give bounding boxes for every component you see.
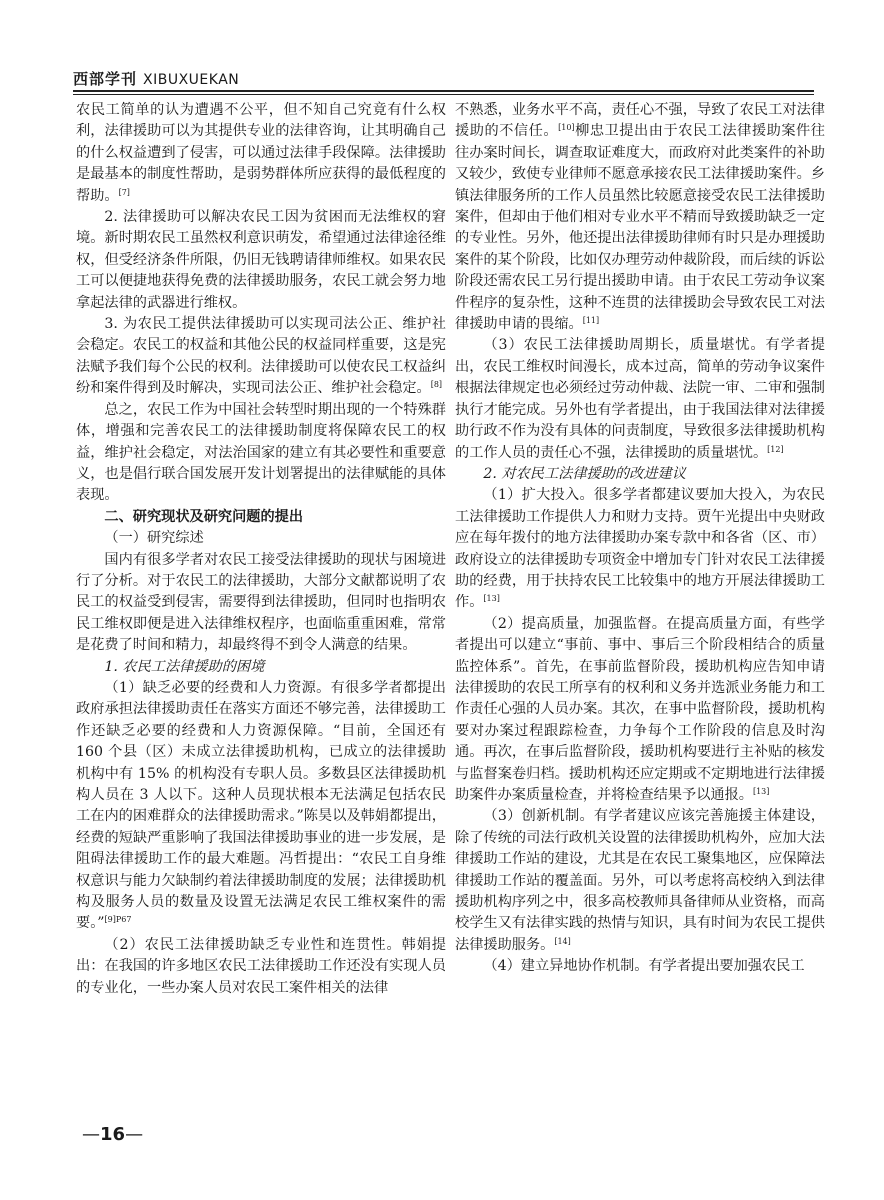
paragraph-text: （3）创新机制。有学者建议应该完善施援主体建设，除了传统的司法行政机关设置的法律援助机构外，应加大法律援助工作站的建设，尤其是在农民工聚集地区，应保障法律援助工作站的覆盖面。另外，可以考虑将高校纳入到法律援助机构序列之中，很多高校教师具备律师从业资格，而高校学生又有法律实践的热情与知识，具有时间为农民工提供法律援助服务。 [455,808,825,953]
body-paragraph [455,335,825,463]
running-header [73,64,814,92]
section-heading [455,464,825,485]
body-paragraph [455,100,825,335]
paragraph-text: 总之，农民工作为中国社会转型时期出现的一个特殊群体，增强和完善农民工的法律援助制度将保障农民工的权益，维护社会稳定，对法治国家的建立有其必要性和重要意义，也是倡行联合国发展开发计划署提出的法律赋能的具体表现。 [76,401,446,504]
citation-ref: [13] [752,787,770,796]
paragraph-text-cont: 柳忠卫提出由于农民工法律援助案件往往办案时间长，调查取证难度大，而政府对此类案件的补助又较少，致使专业律师不愿意承接农民工法律援助案件。乡镇法律服务所的工作人员虽然比较愿意接受农民工法律援助案件，但却由于他们相对专业水平不精而导致援助缺乏一定的专业性。另外，他还提出法律援助律师有时只是办理援助案件的某个阶段，比如仅办理劳动仲裁阶段，而后续的诉讼阶段还需农民工另行提出援助申请。由于农民工劳动争议案件程序的复杂性，这种不连贯的法律援助会导致农民工对法律援助申请的畏缩。 [455,123,825,333]
body-paragraph [76,935,446,999]
section-heading [76,657,446,678]
body-paragraph [76,207,446,314]
page-footer [82,1124,143,1145]
footer-dash-right: — [125,1124,144,1145]
paragraph-text: 1. 农民工法律援助的困境 [104,658,265,675]
paragraph-text: （一）研究综述 [104,530,204,547]
header-rule-thick [73,90,814,92]
paragraph-text: 2. 对农民工法律援助的改进建议 [483,465,686,482]
body-paragraph [76,314,446,400]
header-rule-thin [73,94,814,95]
body-paragraph [76,400,446,507]
citation-ref: [8] [430,380,443,390]
right-column [455,100,825,978]
paragraph-text: （3）农民工法律援助周期长，质量堪忧。有学者提出，农民工维权时间漫长，成本过高，简单的劳动争议案件根据法律规定也必须经过劳动仲裁、法院一审、二审和强制执行才能完成。另外也有学者提出，由于我国法律对法律援助行政不作为没有具体的问责制度，导致很多法律援助机构的工作人员的责任心不强，法律援助的质量堪忧。 [455,337,825,461]
citation-ref: [11] [582,316,600,326]
citation-ref: [13] [483,594,500,604]
body-paragraph [455,806,825,956]
paragraph-text: （2）农民工法律援助缺乏专业性和连贯性。韩娟提出：在我国的许多地区农民工法律援助工作还没有实现人员的专业化，一些办案人员对农民工案件相关的法律 [76,936,446,996]
page-number: 16 [100,1124,126,1145]
journal-title-cn: 西部学刊 [73,70,138,88]
paragraph-text: （4）建立异地协作机制。有学者提出要加强农民工 [483,958,805,975]
paragraph-text: 国内有很多学者对农民工接受法律援助的现状与困境进行了分析。对于农民工的法律援助，大部分文献都说明了农民工的权益受到侵害，需要得到法律援助，但同时也指明农民工维权即便是进入法律维权程序，也面临重重困难，常常是花费了时间和精力，却最终得不到令人满意的结果。 [76,551,446,654]
citation-ref: [12] [767,444,784,454]
citation-ref: [7] [118,187,130,197]
section-heading [76,507,446,528]
body-paragraph [76,100,446,207]
left-column [76,100,446,999]
body-paragraph [76,550,446,657]
section-heading [76,528,446,549]
citation-ref: [14] [554,936,571,946]
journal-title-latin: XIBUXUEKAN [143,72,240,88]
body-paragraph [76,678,446,935]
body-paragraph [455,614,825,807]
paragraph-text: 不熟悉，业务水平不高，责任心不强，导致了农民工对法律援助的不信任。 [455,102,825,140]
paragraph-text: 农民工简单的认为遭遇不公平，但不知自己究竟有什么权利，法律援助可以为其提供专业的法律咨询，让其明确自己的什么权益遭到了侵害，可以通过法律手段保障。法律援助是最基本的制度性帮助，是弱势群体所应获得的最低程度的帮助。 [76,102,446,204]
paragraph-text: 二、研究现状及研究问题的提出 [104,508,304,525]
footer-dash-left: — [82,1124,100,1145]
citation-ref: [10] [558,123,575,133]
paragraph-text: 2. 法律援助可以解决农民工因为贫困而无法维权的窘境。新时期农民工虽然权利意识萌发，希望通过法律途径维权，但受经济条件所限，仍旧无钱聘请律师维权。如果农民工可以便捷地获得免费的法律援助服务，农民工就会努力地拿起法律的武器进行维权。 [76,209,446,311]
paragraph-text: （1）缺乏必要的经费和人力资源。有很多学者都提出政府承担法律援助责任在落实方面还不够完善，法律援助工作还缺乏必要的经费和人力资源保障。“目前，全国还有 160 个县（区）未成立法律援助机构，已成立的法律援助机构中有 15% 的机构没有专职人员。多数县区法律援助机构人员在 3 人以下。这种人员现状根本无法满足包括农民工在内的困难群众的法律援助需求。”陈昊以及韩娟都提出，经费的短缺严重影响了我国法律援助事业的进一步发展，是阻碍法律援助工作的最大难题。冯哲提出：“农民工自身维权意识与能力欠缺制约着法律援助制度的发展；法律援助机构及服务人员的数量及设置无法满足农民工维权案件的需要。” [76,679,446,932]
journal-title [73,68,239,89]
paragraph-text: （2）提高质量，加强监督。在提高质量方面，有些学者提出可以建立“事前、事中、事后三个阶段相结合的质量监控体系”。首先，在事前监督阶段，援助机构应告知申请法律援助的农民工所享有的权利和义务并选派业务能力和工作责任心强的人员办案。其次，在事中监督阶段，援助机构要对办案过程跟踪检查，力争每个工作阶段的信息及时沟通。再次，在事后监督阶段，援助机构要进行主补贴的核发与监督案卷归档。援助机构还应定期或不定期地进行法律援助案件办案质量检查，并将检查结果予以通报。 [455,615,825,803]
paragraph-text: 3. 为农民工提供法律援助可以实现司法公正、维护社会稳定。农民工的权益和其他公民的权益同样重要，这是宪法赋予我们每个公民的权利。法律援助可以使农民工权益纠纷和案件得到及时解决，实现司法公正、维护社会稳定。 [76,316,446,397]
body-paragraph [455,956,825,977]
paragraph-text: （1）扩大投入。很多学者都建议要加大投入，为农民工法律援助工作提供人力和财力支持。贾午光提出中央财政应在每年拨付的地方法律援助办案专款中和各省（区、市）政府设立的法律援助专项资金中增加专门针对农民工法律援助的经费，用于扶持农民工比较集中的地方开展法律援助工作。 [455,487,825,611]
citation-ref: [9]P67 [104,915,132,925]
body-paragraph [455,485,825,613]
